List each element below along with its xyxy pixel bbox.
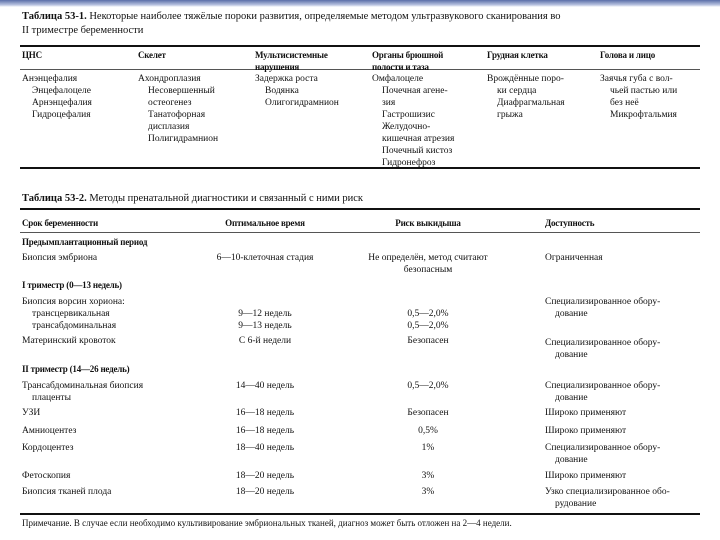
row-feto-availability: Широко применяют [545, 471, 627, 481]
cell: Задержка роста [255, 74, 318, 84]
row-chorion-risk [407, 308, 448, 332]
cell: Биопсия ворсин хориона: [22, 297, 125, 307]
row-us-availability: Широко применяют [545, 408, 627, 418]
row-us-time: 16—18 недель [235, 408, 295, 418]
row-biopsy-name: Биопсия тканей плода [22, 487, 112, 497]
cell: Энцефалоцеле [32, 86, 91, 96]
row-embryo-name: Биопсия эмбриона [22, 253, 98, 263]
top-bar [0, 0, 720, 7]
table1-caption-line2: II триместре беременности [22, 25, 144, 36]
row-us-name: УЗИ [22, 408, 41, 418]
row-amnio-risk: 0,5% [418, 426, 438, 436]
cell: дование [555, 350, 588, 360]
cell: дование [555, 393, 588, 403]
row-placenta-time: 14—40 недель [235, 381, 295, 391]
row-us-risk: Безопасен [407, 408, 449, 418]
t1-header-chest: Грудная клетка [487, 50, 548, 60]
cell: Специализированное обору- [545, 381, 661, 391]
row-cordo-risk: 1% [421, 443, 435, 453]
t1-header-skeleton: Скелет [138, 50, 166, 60]
table1-top-rule [20, 45, 700, 47]
cell: безопасным [403, 265, 453, 275]
cell: дисплазия [148, 122, 190, 132]
cell: трансабдоминальная [32, 321, 117, 331]
cell: 0,5—2,0% [407, 309, 449, 319]
cell: Микрофтальмия [610, 110, 677, 120]
section-preimplantation: Предымплантационный период [22, 237, 148, 247]
row-feto-name: Фетоскопия [22, 471, 71, 481]
row-feto-risk: 3% [421, 471, 435, 481]
cell: 0,5—2,0% [407, 321, 449, 331]
table1-header-rule [20, 69, 700, 70]
cell: плаценты [32, 393, 71, 403]
cell: ки сердца [497, 86, 537, 96]
row-maternal-availability [545, 337, 660, 361]
cell: Арнэнцефалия [32, 98, 92, 108]
table2-bottom-rule [20, 513, 700, 515]
cell: Врождённые поро- [487, 74, 564, 84]
row-placenta-risk: 0,5—2,0% [407, 381, 449, 391]
cell: без неё [610, 98, 639, 108]
cell: Анэнцефалия [22, 74, 78, 84]
cell: остеогенез [148, 98, 192, 108]
cell: Водянка [265, 86, 299, 96]
cell: кишечная атрезия [382, 134, 455, 144]
table1-caption: Таблица 53-1. Некоторые наиболее тяжёлые пороки развития, определяемые методом ультразвукового сканирования во [22, 11, 561, 22]
row-amnio-time: 16—18 недель [235, 426, 295, 436]
cell: Специализированное обору- [545, 297, 661, 307]
row-biopsy-time: 18—20 недель [235, 487, 295, 497]
cell: Омфалоцеле [372, 74, 424, 84]
row-feto-time: 18—20 недель [235, 471, 295, 481]
t1-col-head [600, 73, 677, 121]
row-embryo-availability: Ограниченная [545, 253, 603, 263]
cell: Гастрошизис [382, 110, 435, 120]
row-placenta-name [22, 380, 143, 404]
cell: Почечная агене- [382, 86, 448, 96]
t1-header-head: Голова и лицо [600, 50, 656, 60]
row-cordo-availability [545, 442, 660, 466]
section-trimester2: II триместр (14—26 недель) [22, 364, 130, 374]
cell: Заячья губа с вол- [600, 74, 673, 84]
cell: Олигогидрамнион [265, 98, 339, 108]
cell: грыжа [497, 110, 523, 120]
cell: Желудочно- [382, 122, 431, 132]
cell: рудование [555, 499, 597, 509]
table1-bottom-rule [20, 167, 700, 169]
cell: Узко специализированное обо- [545, 487, 670, 497]
cell: Трансабдоминальная биопсия [22, 381, 144, 391]
row-biopsy-availability [545, 486, 670, 510]
t1-col-skeleton [138, 73, 218, 145]
cell: зия [382, 98, 396, 108]
t2-header-term: Срок беременности [22, 218, 99, 228]
t1-col-multisystem [255, 73, 339, 109]
cell: Танатoфорная [148, 110, 206, 120]
section-trimester1: I триместр (0—13 недель) [22, 280, 122, 290]
cell: Не определён, метод считают [368, 253, 488, 263]
row-embryo-time: 6—10-клеточная стадия [216, 253, 314, 263]
row-maternal-name: Материнский кровоток [22, 336, 116, 346]
row-maternal-time: С 6-й недели [238, 336, 292, 346]
row-amnio-name: Амниоцентез [22, 426, 77, 436]
cell: Несовершенный [148, 86, 215, 96]
t1-col-abdomen [372, 73, 454, 169]
cell: 9—13 недель [238, 321, 292, 331]
row-biopsy-risk: 3% [421, 487, 435, 497]
cell: чьей пастью или [610, 86, 678, 96]
cell: Ахондроплазия [138, 74, 201, 84]
table2-top-rule [20, 208, 700, 210]
cell: Почечный кистоз [382, 146, 453, 156]
row-maternal-risk: Безопасен [407, 336, 449, 346]
row-placenta-availability [545, 380, 660, 404]
t1-col-chest [487, 73, 565, 121]
cell: дование [555, 455, 588, 465]
table2-caption: Таблица 53-2. Методы пренатальной диагностики и связанный с ними риск [22, 193, 363, 204]
t1-col-cns [22, 73, 92, 121]
row-cordo-name: Кордоцентез [22, 443, 74, 453]
row-chorion-time [238, 308, 291, 332]
cell: дование [555, 309, 588, 319]
row-embryo-risk [368, 252, 487, 276]
cell: Специализированное обору- [545, 338, 661, 348]
t1-header-cns: ЦНС [22, 50, 42, 60]
cell: Гидроцефалия [32, 110, 91, 120]
t2-header-availability: Доступность [545, 218, 595, 228]
row-amnio-availability: Широко применяют [545, 426, 627, 436]
t1-header-abdomen: Органы брюшной полости и таза [372, 50, 444, 72]
cell: Гидронефроз [382, 158, 436, 168]
table2-note: Примечание. В случае если необходимо культивирование эмбриональных тканей, диагноз может быть отложен на 2—4 недели. [22, 518, 512, 528]
cell: 9—12 недель [238, 309, 292, 319]
row-cordo-time: 18—40 недель [235, 443, 295, 453]
t1-header-multisystem: Мультисистемные нарушения [255, 50, 328, 72]
row-chorion-name [22, 296, 125, 332]
cell: Полигидрамнион [148, 134, 219, 144]
t2-header-time: Оптимальное время [225, 218, 305, 228]
table2-header-rule [20, 232, 700, 233]
t2-header-risk: Риск выкидыша [395, 218, 461, 228]
cell: Специализированное обору- [545, 443, 661, 453]
cell: Диафрагмальная [497, 98, 565, 108]
row-chorion-availability [545, 296, 660, 320]
cell: трансцервикальная [32, 309, 110, 319]
